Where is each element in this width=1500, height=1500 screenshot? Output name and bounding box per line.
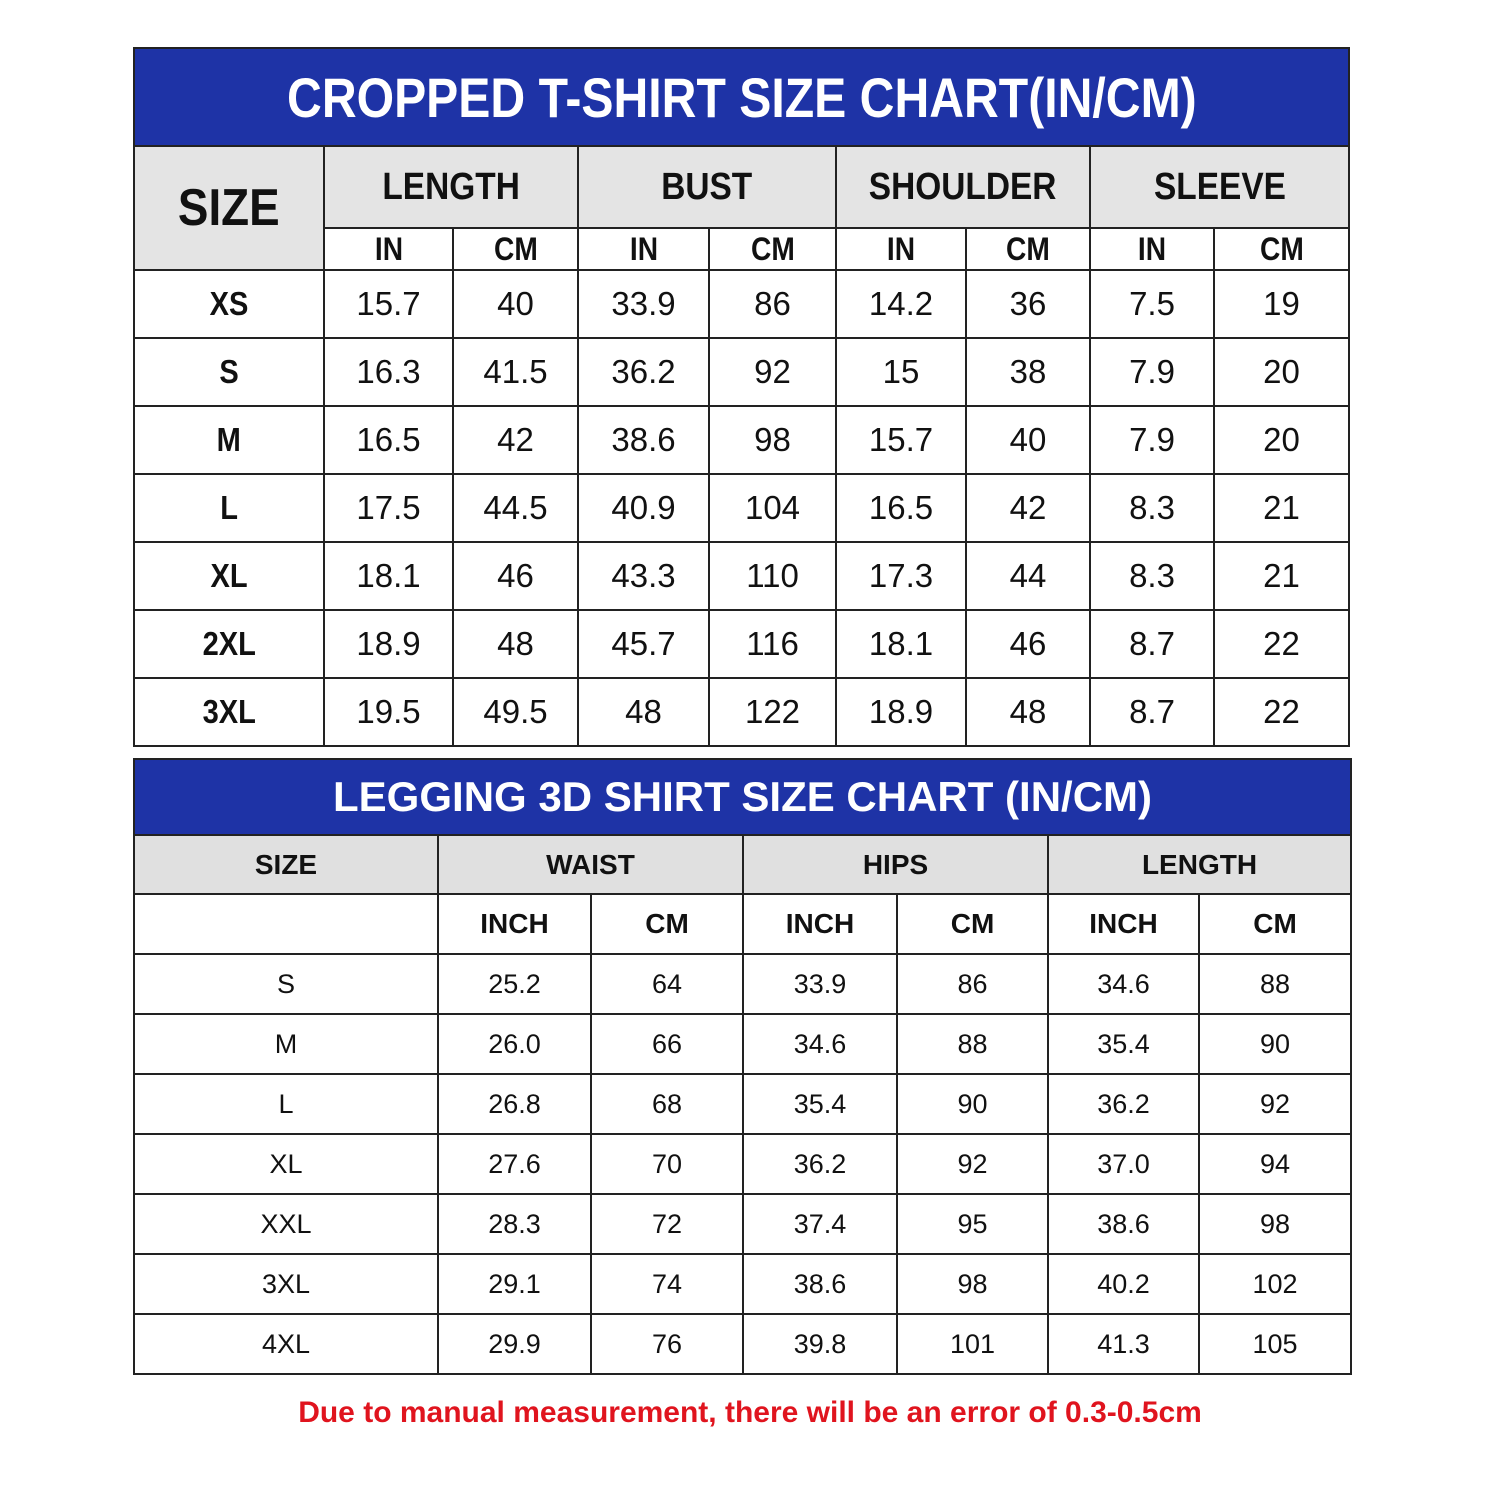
- measurement-cell: 38.6: [578, 406, 709, 474]
- tshirt-group-shoulder: SHOULDER: [836, 146, 1090, 228]
- measurement-cell: 26.8: [438, 1074, 591, 1134]
- size-label: S: [134, 338, 324, 406]
- table-row: [134, 1194, 1351, 1254]
- measurement-cell: 40.2: [1048, 1254, 1199, 1314]
- measurement-cell: 34.6: [743, 1014, 897, 1074]
- measurement-cell: 36.2: [743, 1134, 897, 1194]
- measurement-cell: 42: [453, 406, 578, 474]
- measurement-cell: 40: [453, 270, 578, 338]
- measurement-cell: 48: [578, 678, 709, 746]
- tshirt-chart-title: CROPPED T-SHIRT SIZE CHART(IN/CM): [134, 48, 1349, 146]
- legging-unit-header: INCH: [438, 894, 591, 954]
- tshirt-size-header: SIZE: [134, 146, 324, 270]
- measurement-cell: 66: [591, 1014, 743, 1074]
- measurement-cell: 86: [709, 270, 836, 338]
- measurement-cell: 29.1: [438, 1254, 591, 1314]
- measurement-cell: 8.3: [1090, 474, 1214, 542]
- measurement-cell: 101: [897, 1314, 1048, 1374]
- measurement-cell: 16.3: [324, 338, 453, 406]
- measurement-cell: 122: [709, 678, 836, 746]
- size-label: M: [134, 406, 324, 474]
- size-label: L: [134, 1074, 438, 1134]
- table-row: [134, 610, 1349, 678]
- legging-group-length: LENGTH: [1048, 835, 1351, 894]
- tshirt-table-body: [134, 270, 1349, 746]
- tshirt-unit-header: CM: [709, 228, 836, 270]
- measurement-cell: 36.2: [1048, 1074, 1199, 1134]
- table-row: [134, 474, 1349, 542]
- size-label: M: [134, 1014, 438, 1074]
- legging-unit-header: CM: [591, 894, 743, 954]
- table-row: [134, 678, 1349, 746]
- measurement-cell: 7.9: [1090, 338, 1214, 406]
- measurement-cell: 102: [1199, 1254, 1351, 1314]
- measurement-cell: 46: [453, 542, 578, 610]
- measurement-cell: 29.9: [438, 1314, 591, 1374]
- measurement-cell: 26.0: [438, 1014, 591, 1074]
- measurement-cell: 76: [591, 1314, 743, 1374]
- size-label: 3XL: [134, 1254, 438, 1314]
- measurement-cell: 7.9: [1090, 406, 1214, 474]
- measurement-cell: 37.4: [743, 1194, 897, 1254]
- measurement-cell: 21: [1214, 474, 1349, 542]
- measurement-cell: 17.3: [836, 542, 966, 610]
- legging-table-body: [134, 954, 1351, 1374]
- size-label: 2XL: [134, 610, 324, 678]
- measurement-cell: 40.9: [578, 474, 709, 542]
- measurement-cell: 92: [1199, 1074, 1351, 1134]
- measurement-cell: 16.5: [324, 406, 453, 474]
- measurement-cell: 20: [1214, 406, 1349, 474]
- table-row: [134, 270, 1349, 338]
- measurement-cell: 94: [1199, 1134, 1351, 1194]
- size-label: XL: [134, 1134, 438, 1194]
- measurement-cell: 44: [966, 542, 1090, 610]
- measurement-cell: 34.6: [1048, 954, 1199, 1014]
- measurement-cell: 36.2: [578, 338, 709, 406]
- measurement-cell: 45.7: [578, 610, 709, 678]
- measurement-cell: 20: [1214, 338, 1349, 406]
- measurement-cell: 35.4: [1048, 1014, 1199, 1074]
- measurement-cell: 22: [1214, 610, 1349, 678]
- size-label: L: [134, 474, 324, 542]
- measurement-cell: 33.9: [743, 954, 897, 1014]
- legging-group-hips: HIPS: [743, 835, 1048, 894]
- measurement-cell: 19.5: [324, 678, 453, 746]
- size-label: 4XL: [134, 1314, 438, 1374]
- measurement-cell: 8.3: [1090, 542, 1214, 610]
- tshirt-group-sleeve: SLEEVE: [1090, 146, 1349, 228]
- measurement-cell: 42: [966, 474, 1090, 542]
- legging-size-table: [133, 758, 1352, 1375]
- measurement-cell: 72: [591, 1194, 743, 1254]
- legging-unit-header: CM: [897, 894, 1048, 954]
- measurement-cell: 15: [836, 338, 966, 406]
- measurement-cell: 74: [591, 1254, 743, 1314]
- measurement-cell: 86: [897, 954, 1048, 1014]
- legging-unit-blank: [134, 894, 438, 954]
- tshirt-unit-header: IN: [578, 228, 709, 270]
- legging-chart-title: LEGGING 3D SHIRT SIZE CHART (IN/CM): [134, 759, 1351, 835]
- measurement-cell: 38.6: [743, 1254, 897, 1314]
- tshirt-unit-header: CM: [453, 228, 578, 270]
- measurement-cell: 64: [591, 954, 743, 1014]
- measurement-cell: 44.5: [453, 474, 578, 542]
- table-row: [134, 1074, 1351, 1134]
- tshirt-unit-header: IN: [1090, 228, 1214, 270]
- measurement-cell: 48: [966, 678, 1090, 746]
- size-label: XXL: [134, 1194, 438, 1254]
- tshirt-group-bust: BUST: [578, 146, 836, 228]
- measurement-cell: 68: [591, 1074, 743, 1134]
- measurement-cell: 88: [897, 1014, 1048, 1074]
- measurement-cell: 90: [1199, 1014, 1351, 1074]
- table-row: [134, 338, 1349, 406]
- measurement-cell: 33.9: [578, 270, 709, 338]
- measurement-cell: 88: [1199, 954, 1351, 1014]
- table-row: [134, 1254, 1351, 1314]
- size-label: XS: [134, 270, 324, 338]
- measurement-cell: 98: [709, 406, 836, 474]
- measurement-cell: 49.5: [453, 678, 578, 746]
- measurement-cell: 28.3: [438, 1194, 591, 1254]
- measurement-cell: 15.7: [324, 270, 453, 338]
- measurement-cell: 7.5: [1090, 270, 1214, 338]
- measurement-cell: 25.2: [438, 954, 591, 1014]
- legging-size-header: SIZE: [134, 835, 438, 894]
- table-row: [134, 1014, 1351, 1074]
- measurement-cell: 16.5: [836, 474, 966, 542]
- measurement-cell: 17.5: [324, 474, 453, 542]
- measurement-cell: 15.7: [836, 406, 966, 474]
- measurement-cell: 18.1: [836, 610, 966, 678]
- tshirt-group-length: LENGTH: [324, 146, 578, 228]
- tshirt-size-table: [133, 47, 1350, 747]
- measurement-cell: 41.3: [1048, 1314, 1199, 1374]
- measurement-note: Due to manual measurement, there will be an error of 0.3-0.5cm: [298, 1396, 1202, 1429]
- size-label: 3XL: [134, 678, 324, 746]
- table-row: [134, 954, 1351, 1014]
- measurement-cell: 38: [966, 338, 1090, 406]
- measurement-cell: 105: [1199, 1314, 1351, 1374]
- measurement-cell: 41.5: [453, 338, 578, 406]
- measurement-cell: 21: [1214, 542, 1349, 610]
- legging-group-waist: WAIST: [438, 835, 743, 894]
- measurement-cell: 48: [453, 610, 578, 678]
- legging-unit-header: INCH: [1048, 894, 1199, 954]
- measurement-cell: 18.9: [836, 678, 966, 746]
- tshirt-unit-header: IN: [836, 228, 966, 270]
- measurement-cell: 104: [709, 474, 836, 542]
- measurement-cell: 36: [966, 270, 1090, 338]
- measurement-cell: 98: [897, 1254, 1048, 1314]
- table-row: [134, 1314, 1351, 1374]
- measurement-cell: 95: [897, 1194, 1048, 1254]
- size-label: XL: [134, 542, 324, 610]
- measurement-cell: 37.0: [1048, 1134, 1199, 1194]
- legging-unit-header: CM: [1199, 894, 1351, 954]
- measurement-cell: 98: [1199, 1194, 1351, 1254]
- tshirt-unit-header: IN: [324, 228, 453, 270]
- tshirt-unit-header: CM: [966, 228, 1090, 270]
- measurement-cell: 92: [897, 1134, 1048, 1194]
- measurement-cell: 18.9: [324, 610, 453, 678]
- measurement-cell: 92: [709, 338, 836, 406]
- table-row: [134, 542, 1349, 610]
- table-row: [134, 1134, 1351, 1194]
- measurement-cell: 46: [966, 610, 1090, 678]
- measurement-cell: 43.3: [578, 542, 709, 610]
- tshirt-unit-header: CM: [1214, 228, 1349, 270]
- measurement-cell: 70: [591, 1134, 743, 1194]
- legging-unit-header: INCH: [743, 894, 897, 954]
- measurement-cell: 39.8: [743, 1314, 897, 1374]
- measurement-cell: 22: [1214, 678, 1349, 746]
- table-row: [134, 406, 1349, 474]
- measurement-cell: 40: [966, 406, 1090, 474]
- measurement-cell: 8.7: [1090, 610, 1214, 678]
- measurement-cell: 18.1: [324, 542, 453, 610]
- measurement-cell: 8.7: [1090, 678, 1214, 746]
- measurement-cell: 38.6: [1048, 1194, 1199, 1254]
- measurement-cell: 35.4: [743, 1074, 897, 1134]
- measurement-cell: 19: [1214, 270, 1349, 338]
- measurement-cell: 90: [897, 1074, 1048, 1134]
- measurement-cell: 116: [709, 610, 836, 678]
- measurement-cell: 14.2: [836, 270, 966, 338]
- size-label: S: [134, 954, 438, 1014]
- measurement-cell: 110: [709, 542, 836, 610]
- measurement-cell: 27.6: [438, 1134, 591, 1194]
